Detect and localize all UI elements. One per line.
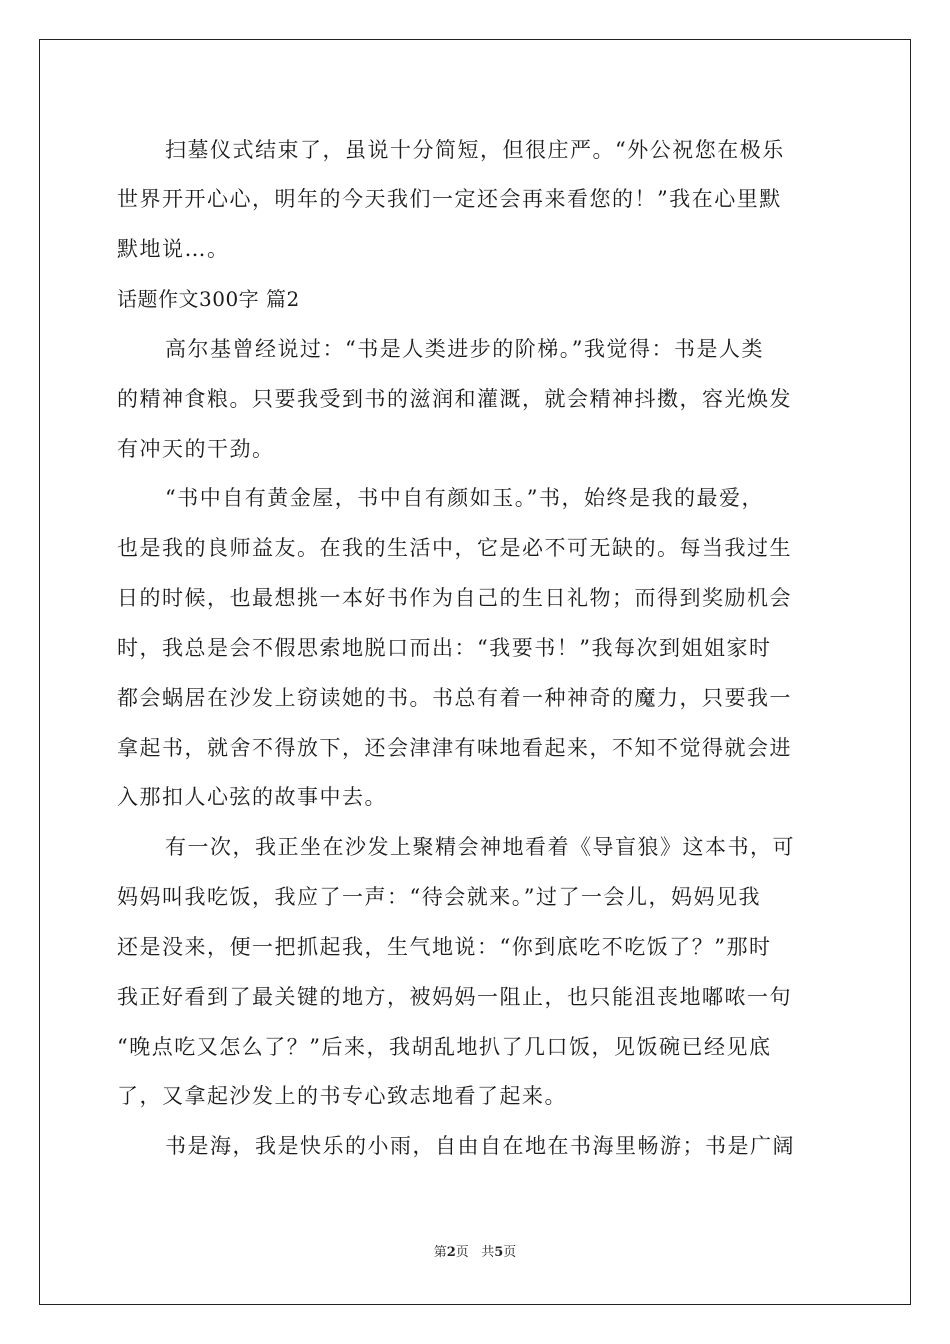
- footer-total-prefix: 共: [481, 1245, 495, 1260]
- footer-page-prefix: 第: [433, 1245, 447, 1260]
- paragraph-line: 时，我总是会不假思索地脱口而出：“我要书！”我每次到姐姐家时: [117, 636, 772, 660]
- paragraph-line: 默地说…。: [117, 237, 230, 261]
- paragraph-line: 扫墓仪式结束了，虽说十分简短，但很庄严。“外公祝您在极乐: [165, 138, 785, 162]
- paragraph-line: 还是没来，便一把抓起我，生气地说：“你到底吃不吃饭了？”那时: [117, 935, 772, 959]
- paragraph-line: 有冲天的干劲。: [117, 437, 275, 461]
- section-heading: 话题作文300字 篇2: [117, 287, 300, 311]
- paragraph-line: 高尔基曾经说过：“书是人类进步的阶梯。”我觉得：书是人类: [165, 337, 764, 361]
- footer-page-suffix: 页: [455, 1245, 469, 1260]
- paragraph-line: 都会蜗居在沙发上窃读她的书。书总有着一种神奇的魔力，只要我一: [117, 686, 792, 710]
- paragraph-line: “书中自有黄金屋，书中自有颜如玉。”书，始终是我的最爱，: [165, 486, 764, 510]
- paragraph-line: 的精神食粮。只要我受到书的滋润和灌溉，就会精神抖擞，容光焕发: [117, 387, 792, 411]
- paragraph-line: 有一次，我正坐在沙发上聚精会神地看着《导盲狼》这本书，可: [165, 835, 795, 859]
- paragraph-line: 入那扣人心弦的故事中去。: [117, 785, 387, 809]
- paragraph-line: 书是海，我是快乐的小雨，自由自在地在书海里畅游；书是广阔: [165, 1134, 795, 1158]
- page-footer: [0, 1244, 950, 1262]
- footer-total-number: 5: [494, 1245, 504, 1260]
- footer-page-number: 2: [446, 1245, 456, 1260]
- paragraph-line: “晚点吃又怎么了？”后来，我胡乱地扒了几口饭，见饭碗已经见底: [117, 1035, 772, 1059]
- paragraph-line: 我正好看到了最关键的地方，被妈妈一阻止，也只能沮丧地嘟哝一句: [117, 985, 792, 1009]
- paragraph-line: 了，又拿起沙发上的书专心致志地看了起来。: [117, 1084, 567, 1108]
- paragraph-line: 世界开开心心，明年的今天我们一定还会再来看您的！”我在心里默: [117, 187, 782, 211]
- page-border: [39, 39, 911, 1305]
- paragraph-line: 妈妈叫我吃饭，我应了一声：“待会就来。”过了一会儿，妈妈见我: [117, 885, 761, 909]
- paragraph-line: 日的时候，也最想挑一本好书作为自己的生日礼物；而得到奖励机会: [117, 586, 792, 610]
- paragraph-line: 拿起书，就舍不得放下，还会津津有味地看起来，不知不觉得就会进: [117, 736, 792, 760]
- paragraph-line: 也是我的良师益友。在我的生活中，它是必不可无缺的。每当我过生: [117, 536, 792, 560]
- footer-total-suffix: 页: [503, 1245, 517, 1260]
